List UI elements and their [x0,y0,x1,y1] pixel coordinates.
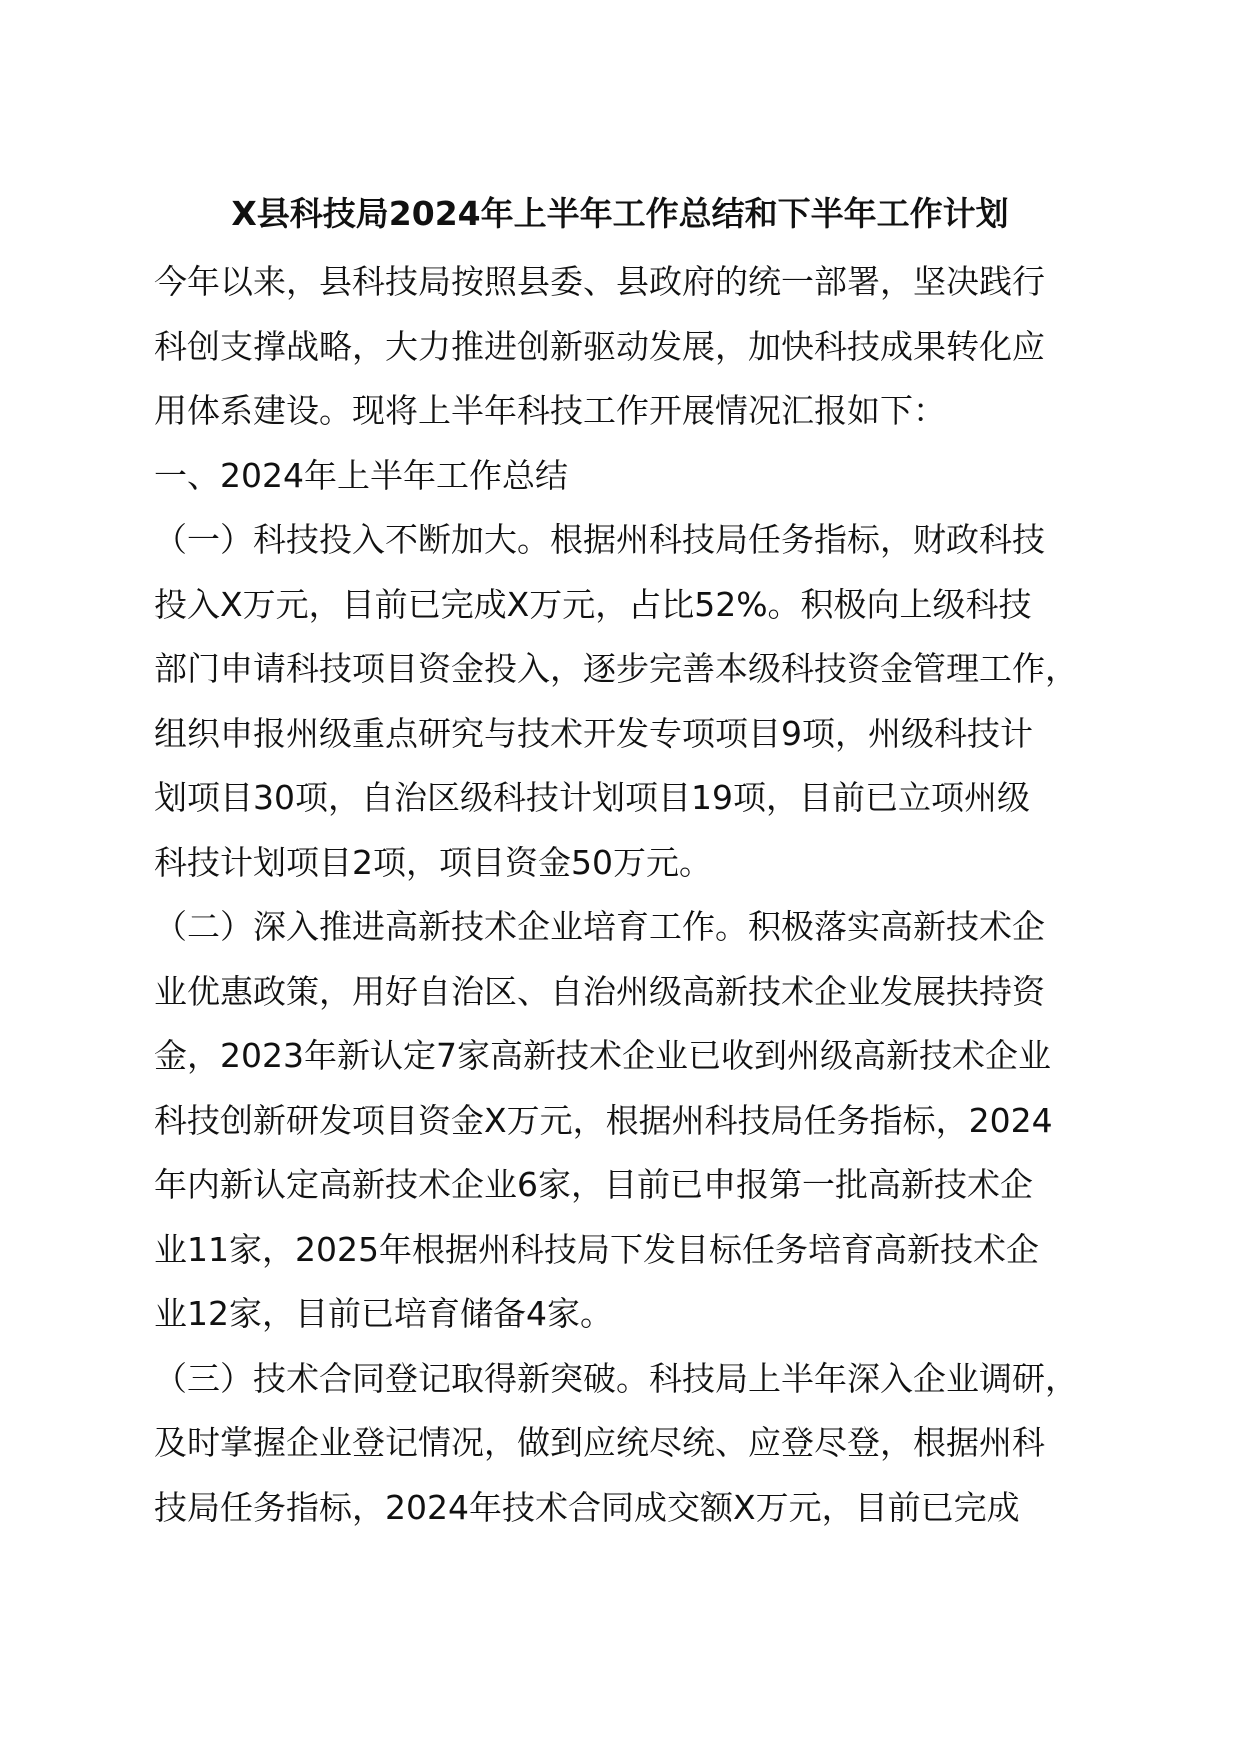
item-1-line: 投入X万元，目前已完成X万元，占比52%。积极向上级科技 [154,584,1032,624]
item-2-paragraph [154,895,1074,1347]
item-2-line: （二）深入推进高新技术企业培育工作。积极落实高新技术企 [154,907,1045,946]
item-1-line: （一）科技投入不断加大。根据州科技局任务指标，财政科技 [154,520,1045,559]
item-2-line: 年内新认定高新技术企业6家，目前已申报第一批高新技术企 [154,1165,1033,1204]
item-2-line: 业优惠政策，用好自治区、自治州级高新技术企业发展扶持资 [154,971,1045,1011]
item-3-line: （三）技术合同登记取得新突破。科技局上半年深入企业调研， [154,1358,1078,1398]
intro-line: 今年以来，县科技局按照县委、县政府的统一部署，坚决践行 [154,262,1045,301]
intro-line: 科创支撑战略，大力推进创新驱动发展，加快科技成果转化应 [154,326,1045,366]
document-title: X县科技局2024年上半年工作总结和下半年工作计划 [231,194,1009,233]
intro-paragraph [154,250,1074,444]
item-1-line: 部门申请科技项目资金投入，逐步完善本级科技资金管理工作， [154,649,1078,688]
item-1-paragraph [154,508,1078,895]
item-2-line: 科技创新研发项目资金X万元，根据州科技局任务指标，2024 [154,1100,1053,1140]
item-2-line: 业12家，目前已培育储备4家。 [154,1294,613,1333]
item-2-line: 金，2023年新认定7家高新技术企业已收到州级高新技术企业 [154,1036,1051,1075]
item-1-line: 划项目30项，自治区级科技计划项目19项，目前已立项州级 [154,778,1030,817]
item-2-line: 业11家，2025年根据州科技局下发目标任务培育高新技术企 [154,1229,1039,1269]
item-1-line: 组织申报州级重点研究与技术开发专项项目9项，州级科技计 [154,713,1033,753]
item-3-paragraph [154,1347,1078,1541]
section-heading-1: 一、2024年上半年工作总结 [154,455,568,495]
item-3-line: 及时掌握企业登记情况，做到应统尽统、应登尽登，根据州科 [154,1423,1045,1462]
item-3-line: 技局任务指标，2024年技术合同成交额X万元，目前已完成 [154,1487,1020,1527]
document-body [154,250,1078,1540]
item-1-line: 科技计划项目2项，项目资金50万元。 [154,842,712,882]
intro-line: 用体系建设。现将上半年科技工作开展情况汇报如下： [154,391,946,430]
